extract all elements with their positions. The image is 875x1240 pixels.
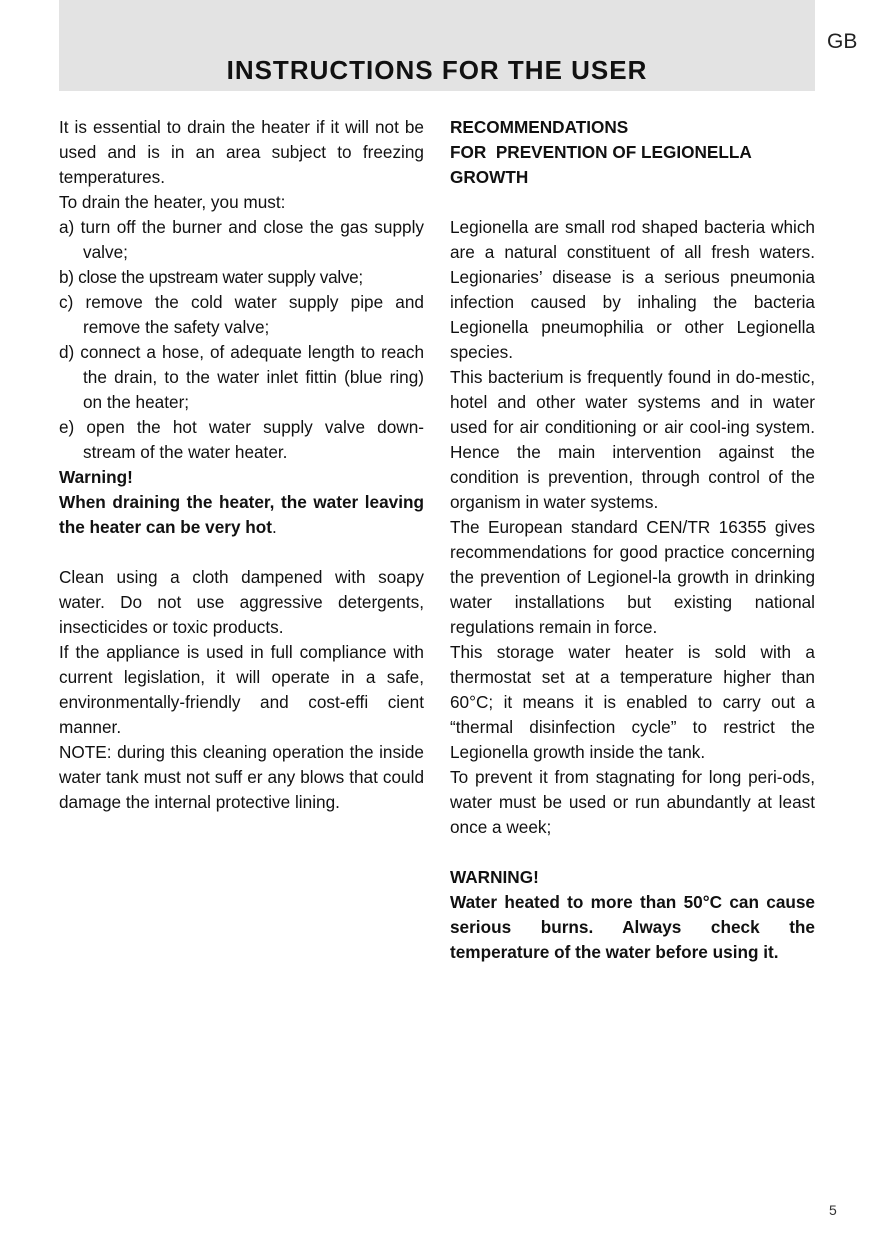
page-number: 5: [829, 1202, 837, 1218]
warning-title: Warning!: [59, 467, 133, 487]
drain-lead: To drain the heater, you must:: [59, 192, 286, 212]
step-c: c) remove the cold water supply pipe and remove the safety valve;: [59, 292, 424, 337]
legionella-paragraph-1: Legionella are small rod shaped bacteria which are a natural constituent of all fresh waters. Legionaries’ disease is a serious pneumonia infection caused by inhaling the bacteria Legionella pneumophilia or other Legionella species.: [450, 217, 815, 362]
left-column: [59, 115, 424, 815]
step-a: a) turn off the burner and close the gas supply valve;: [59, 217, 424, 262]
step-e: e) open the hot water supply valve down-stream of the water heater.: [59, 417, 424, 462]
legionella-paragraph-4: This storage water heater is sold with a thermostat set at a temperature higher than 60°C; it means it is enabled to carry out a “thermal disinfection cycle” to restrict the Legionella growth inside the tank.: [450, 642, 815, 762]
warning-bold: When draining the heater, the water leaving the heater can be very hot: [59, 492, 424, 537]
warning-period: .: [272, 517, 277, 537]
cleaning-paragraph: Clean using a cloth dampened with soapy water. Do not use aggressive detergents, insecticides or toxic products.: [59, 567, 424, 637]
legionella-paragraph-5: To prevent it from stagnating for long peri-ods, water must be used or run abundantly at least once a week;: [450, 767, 815, 837]
warning-title-right: WARNING!: [450, 867, 539, 887]
section-heading-2: FOR PREVENTION OF LEGIONELLA GROWTH: [450, 142, 756, 187]
step-d: d) connect a hose, of adequate length to reach the drain, to the water inlet fittin (blue ring) on the heater;: [59, 342, 424, 412]
compliance-paragraph: If the appliance is used in full compliance with current legislation, it will operate in a safe, environmentally-friendly and cost-effi cient manner.: [59, 642, 424, 737]
note-paragraph: NOTE: during this cleaning operation the inside water tank must not suff er any blows that could damage the internal protective lining.: [59, 742, 424, 812]
page-title: INSTRUCTIONS FOR THE USER: [226, 55, 648, 85]
section-heading-1: RECOMMENDATIONS: [450, 117, 629, 137]
intro-paragraph: It is essential to drain the heater if it will not be used and is in an area subject to freezing temperatures.: [59, 117, 424, 187]
warning-text: [59, 490, 424, 540]
language-code: GB: [827, 30, 858, 53]
legionella-paragraph-2: This bacterium is frequently found in do-mestic, hotel and other water systems and in water used for air conditioning or air cool-ing system. Hence the main intervention against the condition is prevention, through control of the organism in water systems.: [450, 367, 815, 512]
step-b: b) close the upstream water supply valve;: [59, 267, 363, 287]
legionella-paragraph-3: The European standard CEN/TR 16355 gives recommendations for good practice concerning the prevention of Legionel-la growth in drinking water installations but existing national regulations remain in force.: [450, 517, 815, 637]
right-column: [450, 115, 815, 965]
warning-text-right: Water heated to more than 50°C can cause serious burns. Always check the temperature of the water before using it.: [450, 892, 815, 962]
title-banner: [59, 0, 815, 91]
